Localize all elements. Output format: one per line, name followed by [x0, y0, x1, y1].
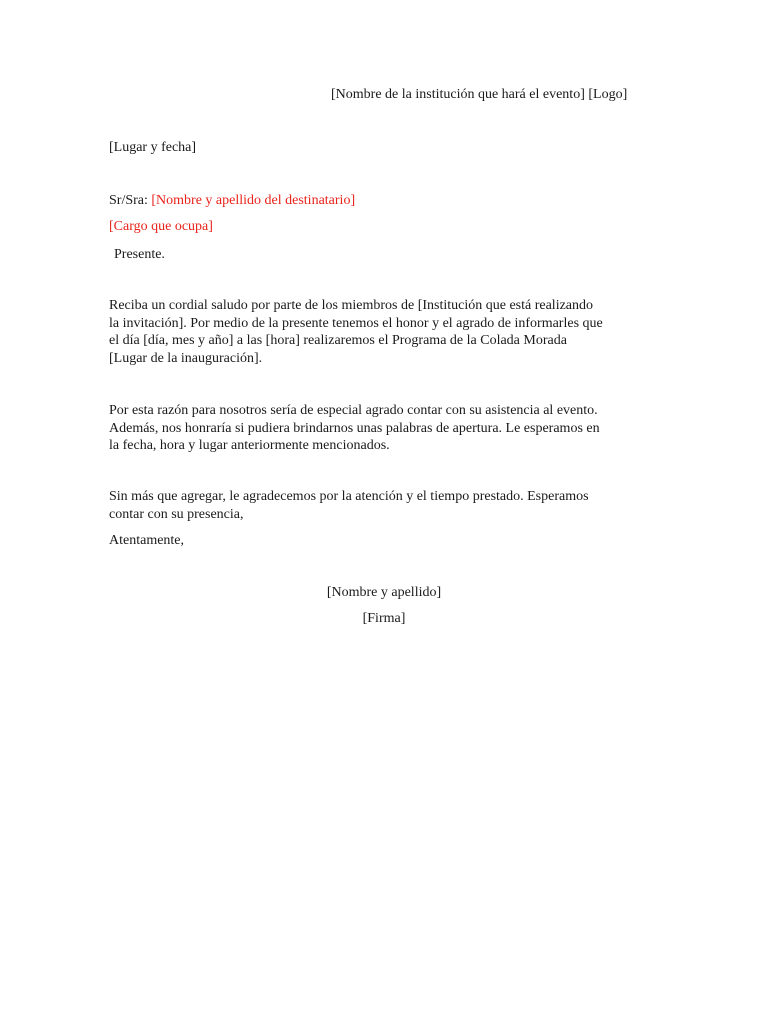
recipient-position: [Cargo que ocupa]	[109, 219, 213, 234]
recipient-prefix: Sr/Sra:	[109, 193, 152, 208]
institution-logo-header: [Nombre de la institución que hará el evento] [Logo]	[331, 87, 628, 102]
paragraph-invitation	[109, 297, 659, 367]
paragraph-line: Por esta razón para nosotros sería de especial agrado contar con su asistencia al evento.	[109, 403, 598, 418]
paragraph-line: [Lugar de la inauguración].	[109, 350, 263, 366]
paragraph-thanks	[109, 488, 659, 523]
signature-name: [Nombre y apellido]	[326, 585, 442, 600]
paragraph-line: contar con su presencia,	[109, 506, 244, 522]
presente-text: Presente.	[114, 247, 165, 262]
signature-firma: [Firma]	[362, 611, 406, 626]
paragraph-line: Además, nos honraría si pudiera brindarnos unas palabras de apertura. Le esperamos en	[109, 420, 600, 436]
place-date: [Lugar y fecha]	[109, 140, 197, 155]
paragraph-line: el día [día, mes y año] a las [hora] realizaremos el Programa de la Colada Morada	[109, 333, 567, 348]
paragraph-line: Sin más que agregar, le agradecemos por la atención y el tiempo prestado. Esperamos	[109, 489, 589, 504]
paragraph-line: la fecha, hora y lugar anteriormente mencionados.	[109, 438, 390, 453]
closing-text: Atentamente,	[109, 533, 185, 548]
paragraph-line: Reciba un cordial saludo por parte de los miembros de [Institución que está realizando	[109, 298, 594, 313]
recipient-line	[109, 192, 355, 210]
paragraph-line: la invitación]. Por medio de la presente tenemos el honor y el agrado de informarles que	[109, 315, 603, 331]
recipient-name: [Nombre y apellido del destinatario]	[151, 193, 356, 208]
paragraph-request	[109, 402, 659, 455]
